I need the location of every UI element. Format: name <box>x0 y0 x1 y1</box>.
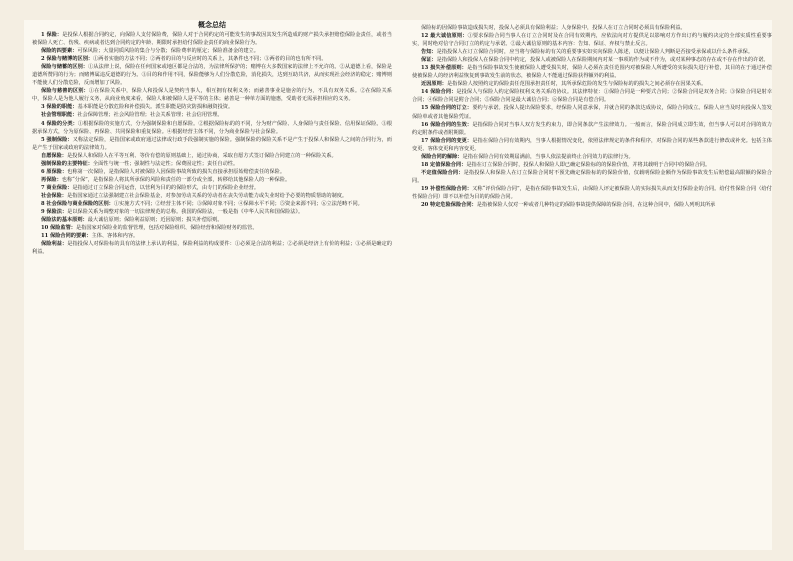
paragraph-text: 是指投保人和保险人在订立保险合同时不预先确定保险标的的保险价值，仅载明保险金额作为保险事故发生后赔偿最高限额的保险合同。 <box>412 169 772 184</box>
paragraph <box>32 152 392 160</box>
paragraph <box>32 63 392 87</box>
paragraph <box>32 47 392 55</box>
paragraph <box>412 80 772 88</box>
paragraph-heading: 15 保险合同的订立： <box>421 105 473 112</box>
paragraph-heading: 3 保险的职能： <box>41 104 78 111</box>
paragraph-text: 全面性与统一性；强制性与法定性；保费固定性；责任自动性。 <box>92 160 239 167</box>
paragraph-heading: 保险与慈善的区别： <box>41 88 89 95</box>
paragraph-text: 社会保障管理；社会风险管理；社会关系管理；社会信用管理。 <box>77 112 223 119</box>
paragraph-text: 可保风险；大量同质风险的集合与分散；保险费率的厘定；保险准备金的建立。 <box>77 48 259 55</box>
document-title: 概念总结 <box>198 20 226 29</box>
paragraph-text: ①实施方式不同；②经营主体不同；③保障对象不同；④保障水平不同；⑤资金来源不同；⑥立法范畴不同。 <box>113 200 363 207</box>
paragraph <box>32 224 392 232</box>
paragraph-text: 是指在订立保险合同时，投保人和保险人即已确定保险标的的保险价值，并将其载明于合同中的保险合同。 <box>466 161 711 168</box>
paragraph <box>412 169 772 185</box>
paragraph <box>412 88 772 104</box>
paragraph-text: 是指保险人和投保人在保险合同中约定，投保人或被保险人在保险期间内对某一事项的作为或不作为，或对某种事态的存在或不存在作出的许诺。 <box>436 57 769 64</box>
paragraph-heading: 强制保险的主要特征： <box>41 160 93 167</box>
paragraph-heading: 13 损失补偿原则： <box>421 65 467 72</box>
paragraph-heading: 4 保险的分类： <box>41 120 78 127</box>
paragraph-text: 是以保险关系为调整对象的一切法律规范的总称。我国的保险法，一般是指《中华人民共和国保险法》。 <box>67 209 304 216</box>
paragraph <box>412 185 772 201</box>
right-paragraphs <box>412 24 772 209</box>
paragraph-heading: 近因原则： <box>421 81 447 88</box>
paragraph-text: 保险标的因保险事故造成损失时，投保人必须具有保险利益；人身保险中，投保人在订立合同时必须具有保险利益。 <box>421 25 686 31</box>
paragraph-text: 是指国家通过立法强制建立社会保险基金，对参加劳动关系的劳动者在丧失劳动能力或失业时给予必要的物质帮助的制度。 <box>66 192 348 199</box>
paragraph-text: 也称第一次保险，是指保险人对被保险人因保险事故所致的损失直接承担原始赔偿责任的保险。 <box>67 168 286 175</box>
paragraph-heading: 11 保险合同的要素： <box>41 233 92 240</box>
paragraph-heading: 20 特定危险保险合同： <box>421 202 477 209</box>
paragraph-text: 是投保人根据合同约定，向保险人支付保险费，保险人对于合同约定的可能发生的事故因其发生所造成的财产损失承担赔偿保险金责任，或者当被保险人死亡、伤残、疾病或者达到合同约定的年龄、期限时承担给付保险金责任的商业保险行为。 <box>32 32 392 47</box>
paragraph <box>32 208 392 216</box>
paragraph-heading: 保险法的基本原则： <box>41 217 88 224</box>
paragraph <box>412 104 772 120</box>
paragraph <box>32 216 392 224</box>
paragraph-heading: 5 强制保险： <box>41 136 73 143</box>
paragraph-text: 是指通过订立保险合同运营，以营利为目的的保险形式，由专门的保险企业经营。 <box>72 184 260 191</box>
document-page <box>24 20 772 550</box>
paragraph <box>412 56 772 64</box>
paragraph <box>412 32 772 48</box>
paragraph-heading: 保险合同的解除： <box>421 153 463 160</box>
paragraph-heading: 19 补偿性保险合同： <box>421 185 473 192</box>
paragraph-text: 是指被保险人仅对一种或者几种特定的保险事故提供保障的保险合同，在这种合同中，保险人列明其所承 <box>476 202 716 209</box>
paragraph-text: ①在保险关系中，保险人和投保人是契约当事人，相互拥有权利义务；而慈善事业是施舍的行为，不具有双务关系。②在保险关系中，保险人是为他人履行义务，从商业角度来看，保险人和被保险人是平等的主体；慈善是一种单方面的施惠，受助者无需承担相应的义务。 <box>32 88 392 103</box>
paragraph <box>412 24 772 32</box>
paragraph-text: 又称“评价保险合同”，是指在保险事故发生后，由保险人评定被保险人的实际损失从而支付保险金的合同。给付性保险合同（给付性保险合同）即不以补偿为目的的保险合同。 <box>412 185 772 200</box>
paragraph-heading: 1 保险： <box>41 32 63 38</box>
left-paragraphs <box>32 31 392 256</box>
paragraph-heading: 保险利益： <box>41 241 68 248</box>
paragraph-text: 是指保险合同对当事人双方发生约束力，即合同条款产生法律效力。一般而言，保险合同成立即生效，但当事人可以对合同的效力约定附条件或者附期限。 <box>412 121 772 136</box>
paragraph <box>32 232 392 240</box>
paragraph <box>32 31 392 47</box>
paragraph-heading: 7 商业保险： <box>41 184 73 191</box>
left-column <box>32 20 392 256</box>
paragraph-heading: 6 原保险： <box>41 168 68 175</box>
paragraph-heading: 18 定值保险合同： <box>421 161 467 168</box>
paragraph-heading: 告知： <box>421 49 437 56</box>
paragraph-text: 最大诚信原则；保险利益原则；近因原则；损失补偿原则。 <box>87 217 223 224</box>
paragraph-text: 是指投保人在订立保险合同时，应当将与保险标的有关的重要事实如实向保险人陈述，以便让保险人判断是否接受承保或以什么条件承保。 <box>436 49 754 56</box>
paragraph <box>412 48 772 56</box>
paragraph-heading: 16 保险合同的生效： <box>421 121 473 128</box>
paragraph-heading: 12 最大诚信原则： <box>421 33 468 40</box>
paragraph-heading: 保险与储蓄的区别： <box>41 64 89 71</box>
paragraph-text: ①从法律上说，保险在任何国家或地区都是合法的，为法律所保护的；赌博在大多数国家的法律上不允许的。②从道德上看，保险是道德所赞同的行为；而赌博属违反道德的行为。③目的和作用不同，保险能够为人们分散危险，消化损失，达到互助共济，从而实现社会经济的稳定；赌博则不能使人们分散危险，反而增加了风险。 <box>32 64 392 87</box>
paragraph-text: 是投保人和保险人在平等互利、等价有偿的原则基础上，通过协商，采取自愿方式签订保险合同建立的一种保险关系。 <box>66 152 337 159</box>
paragraph <box>32 87 392 103</box>
paragraph-heading: 8 社会保险与商业保险的区别： <box>41 200 114 207</box>
paragraph-text: 主体、客体和内容。 <box>91 233 139 240</box>
paragraph <box>412 201 772 209</box>
paragraph <box>412 137 772 153</box>
paragraph <box>412 64 772 80</box>
paragraph-text: 是指当保险事故发生使被保险人遭受损失时，保险人必须在责任范围内对被保险人所遭受的实际损失进行补偿，其目的在于通过补偿使被保险人的经济利益恢复到事故发生前的状态，被保险人不能通过保险获得额外的利益。 <box>412 65 772 80</box>
paragraph <box>32 103 392 111</box>
paragraph-text: 是指在保险合同有效期届满前，当事人依法提前终止合同效力的法律行为。 <box>462 153 634 160</box>
paragraph-heading: 10 保险监管： <box>41 225 76 232</box>
paragraph-heading: 社会保险： <box>41 192 67 199</box>
paragraph <box>32 176 392 184</box>
paragraph-text: 也称“分保”，是指保险人将其所承保的风险和责任的一部分或全部，转移给其他保险人的一种保险。 <box>61 176 291 183</box>
paragraph-text: ①根据保险的实施方式，分为强制保险和自愿保险。②根据保险标的的不同，分为财产保险、人身保险与责任保险、信用保证保险。③根据承保方式，分为原保险、再保险、共同保险和重复保险。④根据经营主体不同，分为商业保险与社会保险。 <box>32 120 392 135</box>
paragraph-heading: 保证： <box>421 57 437 64</box>
paragraph-text: 是指保险人按照约定的保险责任范围承担责任时，其所承保危险的发生与保险标的的损失之间必须存在因果关系。 <box>446 81 707 88</box>
paragraph-text: 基本职能是分散危险和补偿损失。派生职能是防灾防损和融资投资。 <box>77 104 234 111</box>
paragraph <box>32 240 392 256</box>
paragraph-heading: 社会管理职能： <box>41 112 78 119</box>
paragraph <box>412 153 772 161</box>
paragraph-heading: 自愿保险： <box>41 152 67 159</box>
paragraph-text: 要约与承诺。投保人提出保险要求，经保险人同意承保，并就合同的条款达成协议，保险合同成立。保险人应当及时向投保人签发保险单或者其他保险凭证。 <box>412 105 772 120</box>
paragraph-text: ①两者实施的方法不同；②两者的目的与反应时的关系上，其条件也不同；③两者的目的也有所不同。 <box>93 56 327 63</box>
paragraph-text: ①要求保险合同当事人在订立合同时及在合同有效期内，应依法向对方提供足以影响对方作出订约与履约决定的全部实质性重要事实，同时绝对信守合同订立的约定与承诺。②最大诚信原则的基本内容：告知、保证、弃权与禁止反言。 <box>412 33 772 48</box>
paragraph-text: 是指投保人对保险标的具有的法律上承认的利益，保险利益的构成要件：①必须是合法的利益；②必须是经济上有价的利益；③必须是确定的利益。 <box>32 241 392 256</box>
paragraph-text: 是指在保险合同有效期内，当事人根据情况变化，依照法律规定的条件和程序，对保险合同的某些条款进行修改或补充。包括主体变更、客体变更和内容变更。 <box>412 137 772 152</box>
paragraph <box>32 111 392 119</box>
paragraph <box>32 192 392 200</box>
paragraph-heading: 14 保险合同： <box>421 89 457 96</box>
right-column <box>412 24 772 209</box>
paragraph-text: 是投保人与保险人约定保险权利义务关系的协议。其法律特征：①保险合同是一种要式合同；②保险合同是双务合同；③保险合同是射幸合同；④保险合同是附合合同；⑤保险合同是最大诚信合同；⑥保险合同是有偿合同。 <box>412 89 772 104</box>
paragraph <box>32 200 392 208</box>
paragraph <box>412 161 772 169</box>
paragraph <box>412 121 772 137</box>
paragraph <box>32 168 392 176</box>
paragraph-text: 是指国家对保险业的监督管理，包括对保险组织、保险经营和保险财务的监管。 <box>75 225 258 232</box>
paragraph-heading: 再保险： <box>41 176 62 183</box>
paragraph <box>32 120 392 136</box>
paragraph-heading: 2 保险与赌博的区别： <box>41 56 94 63</box>
paragraph <box>32 136 392 152</box>
paragraph <box>32 184 392 192</box>
paragraph-text: 又称法定保险，是指国家或政府通过法律或行政手段强制实施的保险。强制保险的保险关系不是产生于投保人和保险人之间的合同行为，而是产生于国家或政府的法律效力。 <box>32 136 392 151</box>
paragraph-heading: 17 保险合同的变更： <box>421 137 473 144</box>
paragraph-heading: 保险的四要素： <box>41 48 78 55</box>
paragraph-heading: 9 保险法： <box>41 209 68 216</box>
paragraph-heading: 不定值保险合同： <box>421 169 464 176</box>
paragraph <box>32 55 392 63</box>
paragraph <box>32 160 392 168</box>
